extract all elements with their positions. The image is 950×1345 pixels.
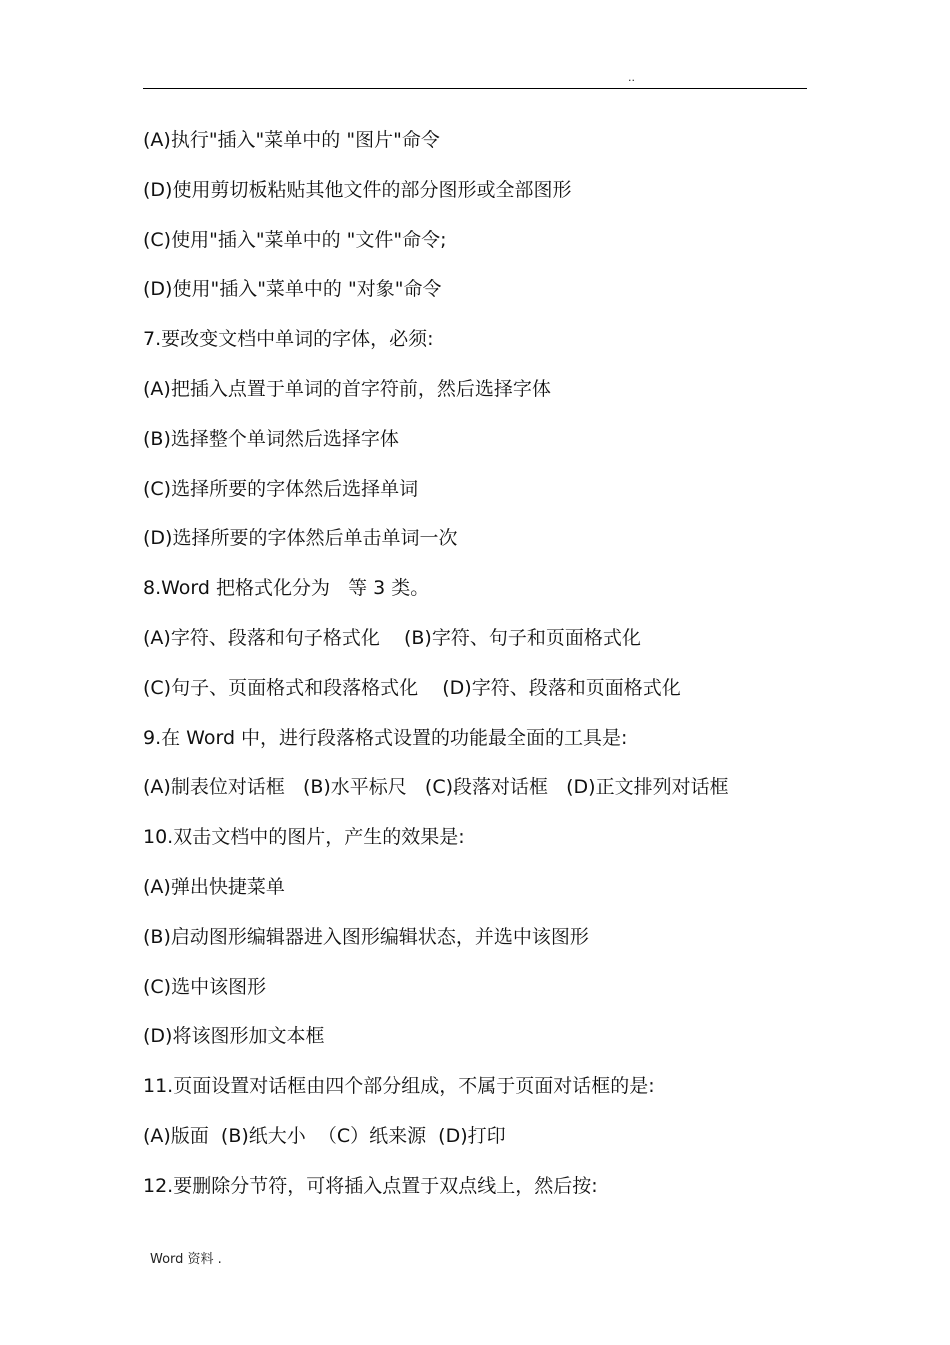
header-rule xyxy=(143,88,807,89)
text-line: (A)把插入点置于单词的首字符前，然后选择字体 xyxy=(143,377,551,400)
text-line: (C)选中该图形 xyxy=(143,975,267,998)
text-line: (B)启动图形编辑器进入图形编辑状态，并选中该图形 xyxy=(143,925,589,948)
text-line: (A)执行"插入"菜单中的 "图片"命令 xyxy=(143,129,440,151)
document-body xyxy=(143,116,807,1212)
text-line: (A)字符、段落和句子格式化 (B)字符、句子和页面格式化 xyxy=(143,626,641,649)
text-line: (A)制表位对话框 (B)水平标尺 (C)段落对话框 (D)正文排列对话框 xyxy=(143,776,729,799)
text-line: (C)使用"插入"菜单中的 "文件"命令; xyxy=(143,228,447,251)
text-line: (D)使用"插入"菜单中的 "对象"命令 xyxy=(143,278,442,301)
text-line: (D)将该图形加文本框 xyxy=(143,1025,325,1048)
question-10: 10.双击文档中的图片，产生的效果是: xyxy=(143,826,465,849)
question-11: 11.页面设置对话框由四个部分组成，不属于页面对话框的是: xyxy=(143,1075,655,1098)
text-line: (D)选择所要的字体然后单击单词一次 xyxy=(143,527,458,550)
question-7: 7.要改变文档中单词的字体，必须: xyxy=(143,328,434,351)
text-line: (B)选择整个单词然后选择字体 xyxy=(143,427,399,450)
text-line: (D)使用剪切板粘贴其他文件的部分图形或全部图形 xyxy=(143,178,572,201)
text-line: (A)弹出快捷菜单 xyxy=(143,875,285,898)
text-line: (A)版面 (B)纸大小 （C）纸来源 (D)打印 xyxy=(143,1124,506,1147)
text-line: (C)句子、页面格式和段落格式化 (D)字符、段落和页面格式化 xyxy=(143,676,681,699)
question-9: 9.在 Word 中，进行段落格式设置的功能最全面的工具是: xyxy=(143,726,628,749)
question-8: 8.Word 把格式化分为 等 3 类。 xyxy=(143,577,430,600)
question-12: 12.要删除分节符，可将插入点置于双点线上，然后按: xyxy=(143,1174,598,1197)
header-mark: .. xyxy=(628,71,635,84)
text-line: (C)选择所要的字体然后选择单词 xyxy=(143,477,419,500)
footer-note: Word 资料 . xyxy=(150,1252,222,1267)
